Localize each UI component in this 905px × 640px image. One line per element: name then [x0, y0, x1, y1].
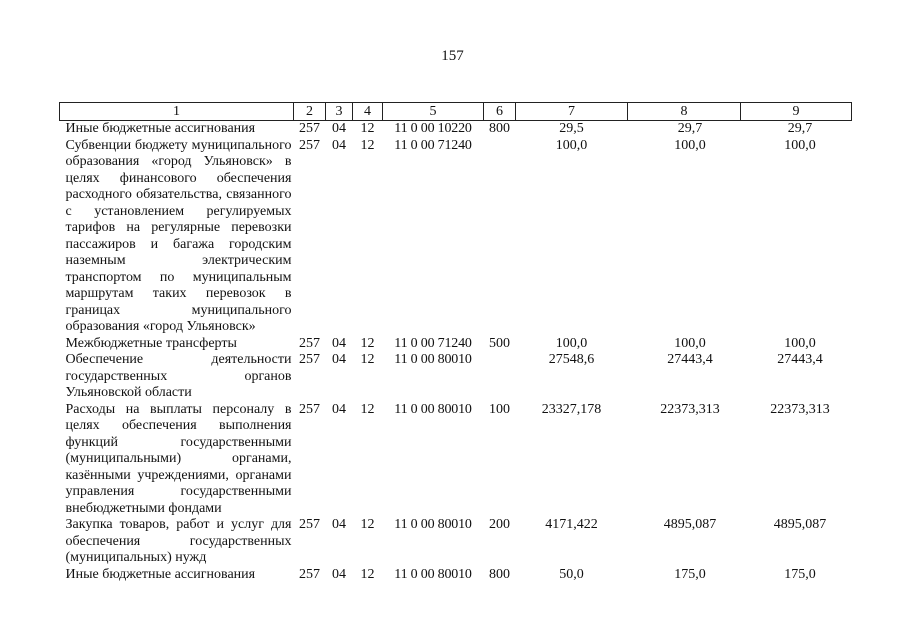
- cell-amount-col7: 23327,178: [541, 401, 602, 417]
- cell-amount-col7: 27548,6: [548, 352, 595, 367]
- cell-section: 04: [332, 352, 346, 367]
- page-number: 157: [441, 48, 464, 64]
- table-row: [60, 121, 852, 138]
- cell-amount-col8: 29,7: [677, 121, 703, 136]
- cell-amount-col7: 100,0: [555, 335, 588, 351]
- cell-target-article: 11 0 00 80010: [394, 517, 472, 532]
- cell-amount-col9: 100,0: [784, 137, 816, 153]
- cell-section: 04: [332, 517, 346, 532]
- cell-amount-col9: 29,7: [787, 121, 813, 136]
- cell-admin-code: 257: [299, 137, 320, 153]
- cell-target-article: 11 0 00 80010: [394, 401, 472, 417]
- cell-amount-col7: 50,0: [559, 566, 584, 582]
- cell-section: 04: [332, 335, 346, 351]
- cell-amount-col9: 175,0: [784, 566, 816, 582]
- cell-section: 04: [332, 401, 346, 417]
- cell-section: 04: [332, 137, 346, 153]
- table-body: [60, 121, 852, 584]
- cell-subsection: 12: [360, 121, 375, 136]
- cell-subsection: 12: [360, 352, 375, 367]
- cell-amount-col9: 4895,087: [773, 517, 827, 532]
- table-row: [60, 517, 852, 567]
- cell-subsection: 12: [360, 566, 375, 582]
- header-row: [60, 103, 852, 121]
- cell-expense-type: [484, 138, 516, 336]
- cell-name: Расходы на выплаты персоналу в целях обеспечения выполнения функций государственными (муниципальными) органами, казёнными учреждениями, органами управления государственными внебюджетными фондами: [65, 401, 292, 516]
- cell-subsection: 12: [360, 401, 375, 417]
- cell-expense-type: [484, 352, 516, 402]
- cell-amount-col8: 4895,087: [663, 517, 717, 532]
- cell-amount-col8: 27443,4: [667, 352, 713, 367]
- cell-amount-col8: 100,0: [674, 137, 706, 153]
- cell-amount-col7: 29,5: [559, 121, 584, 136]
- cell-admin-code: 257: [299, 401, 320, 417]
- cell-name: Межбюджетные трансферты: [65, 335, 237, 351]
- column-header: 9: [741, 103, 852, 121]
- cell-target-article: 11 0 00 71240: [394, 137, 472, 153]
- column-header: 2: [294, 103, 326, 121]
- cell-name: Иные бюджетные ассигнования: [65, 566, 256, 582]
- cell-amount-col7: 100,0: [555, 137, 588, 153]
- column-header: 6: [484, 103, 516, 121]
- cell-amount-col8: 22373,313: [660, 401, 720, 417]
- cell-expense-type: 100: [489, 401, 510, 417]
- cell-name: Иные бюджетные ассигнования: [65, 121, 256, 136]
- cell-amount-col7: 4171,422: [545, 517, 598, 532]
- cell-admin-code: 257: [299, 121, 320, 136]
- cell-subsection: 12: [360, 335, 375, 351]
- column-header: 5: [383, 103, 484, 121]
- cell-amount-col8: 100,0: [674, 335, 706, 351]
- table-row: [60, 336, 852, 353]
- cell-admin-code: 257: [299, 566, 320, 582]
- table-row: [60, 402, 852, 518]
- cell-target-article: 11 0 00 80010: [394, 566, 472, 582]
- cell-amount-col9: 100,0: [784, 335, 816, 351]
- cell-admin-code: 257: [299, 352, 320, 367]
- table-row: [60, 138, 852, 336]
- budget-table: [59, 102, 852, 583]
- cell-expense-type: 800: [489, 566, 510, 582]
- cell-subsection: 12: [360, 137, 375, 153]
- cell-amount-col8: 175,0: [674, 566, 706, 582]
- cell-name: Субвенции бюджету муниципального образования «город Ульяновск» в целях финансового обеспечения расходного обязательства, связанного с установлением регулируемых тарифов на регулярные перевозки пассажиров и багажа городским наземным электрическим транспортом по муниципальным маршрутам таких перевозок в границах муниципального образования «город Ульяновск»: [65, 137, 292, 334]
- cell-target-article: 11 0 00 71240: [394, 335, 472, 351]
- cell-expense-type: 500: [489, 335, 510, 351]
- column-header: 7: [516, 103, 628, 121]
- cell-expense-type: 800: [489, 121, 510, 136]
- cell-name: Обеспечение деятельности государственных органов Ульяновской области: [65, 352, 292, 400]
- cell-section: 04: [332, 121, 346, 136]
- cell-expense-type: 200: [489, 517, 510, 532]
- cell-amount-col9: 27443,4: [777, 352, 823, 367]
- cell-amount-col9: 22373,313: [770, 401, 830, 417]
- cell-name: Закупка товаров, работ и услуг для обеспечения государственных (муниципальных) нужд: [65, 517, 292, 565]
- cell-admin-code: 257: [299, 335, 320, 351]
- column-header: 1: [60, 103, 294, 121]
- cell-admin-code: 257: [299, 517, 320, 532]
- table-row: [60, 567, 852, 584]
- table-row: [60, 352, 852, 402]
- cell-section: 04: [332, 566, 346, 582]
- column-header: 8: [628, 103, 741, 121]
- cell-target-article: 11 0 00 10220: [394, 121, 472, 136]
- column-header: 3: [326, 103, 353, 121]
- cell-target-article: 11 0 00 80010: [394, 352, 472, 367]
- column-header: 4: [353, 103, 383, 121]
- cell-subsection: 12: [360, 517, 375, 532]
